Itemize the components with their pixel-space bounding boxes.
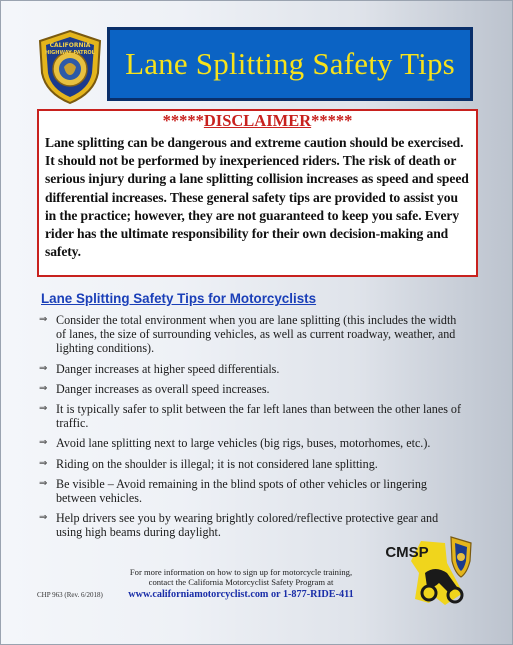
footer-info	[111, 567, 371, 600]
cmsp-logo-text: CMSP	[385, 544, 429, 561]
arrow-icon: ⇒	[39, 512, 48, 524]
disclaimer-prefix: *****	[162, 111, 204, 130]
page-title: Lane Splitting Safety Tips	[125, 46, 455, 81]
tip-text: Be visible – Avoid remaining in the blind spots of other vehicles or lingering between vehicles.	[56, 476, 427, 506]
arrow-icon: ⇒	[39, 314, 48, 325]
arrow-icon: ⇒	[39, 362, 48, 374]
arrow-icon: ⇒	[39, 437, 48, 449]
tip-text: Avoid lane splitting next to large vehicles (big rigs, buses, motorhomes, etc.).	[56, 436, 431, 451]
footer-line-2: contact the California Motorcyclist Safety Program at	[148, 577, 334, 587]
disclaimer-box	[37, 109, 478, 277]
tip-item	[39, 313, 467, 356]
tip-text: Danger increases as overall speed increases.	[56, 381, 270, 396]
arrow-icon: ⇒	[39, 457, 48, 469]
tip-item	[39, 477, 467, 505]
tip-text: Danger increases at higher speed differentials.	[56, 361, 280, 376]
chp-seal-logo	[34, 29, 106, 105]
footer-contact-link[interactable]: www.californiamotorcyclist.com or 1-877-RIDE-411	[128, 589, 354, 600]
tips-list	[39, 313, 467, 546]
disclaimer-suffix: *****	[311, 111, 353, 130]
footer-line-1: For more information on how to sign up for motorcycle training,	[129, 567, 353, 577]
tip-text: Consider the total environment when you are lane splitting (this includes the width of lanes, the size of surrounding vehicles, as well as current roadway, weather, and lighting conditions).	[56, 313, 457, 356]
seal-top-text: CALIFORNIA	[49, 42, 91, 49]
tips-heading: Lane Splitting Safety Tips for Motorcyclists	[41, 291, 317, 306]
title-banner	[107, 27, 473, 101]
tip-item	[39, 362, 467, 376]
tip-text: Help drivers see you by wearing brightly colored/reflective protective gear and using high beams during daylight.	[56, 511, 439, 540]
tip-item	[39, 436, 467, 450]
arrow-icon: ⇒	[39, 477, 48, 489]
form-code: CHP 963 (Rev. 6/2018)	[37, 591, 103, 599]
seal-bottom-text: HIGHWAY PATROL	[45, 50, 95, 56]
tip-text: Riding on the shoulder is illegal; it is not considered lane splitting.	[56, 456, 378, 471]
disclaimer-title: DISCLAIMER	[203, 111, 312, 130]
arrow-icon: ⇒	[39, 403, 48, 415]
arrow-icon: ⇒	[39, 382, 48, 394]
disclaimer-text: Lane splitting can be dangerous and extreme caution should be exercised. It should not be performed by inexperienced riders. The risk of death or serious injury during a lane splitting collision increases as speed and speed differential increases. These general safety tips are provided to assist you in the practice; however, they are not guaranteed to keep you safe. Every rider has the ultimate responsibility for their own decision-making and safety.	[45, 135, 469, 260]
cmsp-logo	[385, 533, 477, 609]
tip-item	[39, 382, 467, 396]
tip-text: It is typically safer to split between the far left lanes than between the other lanes of traffic.	[56, 402, 461, 431]
tip-item	[39, 457, 467, 471]
disclaimer-heading	[45, 111, 470, 131]
tip-item	[39, 402, 467, 430]
